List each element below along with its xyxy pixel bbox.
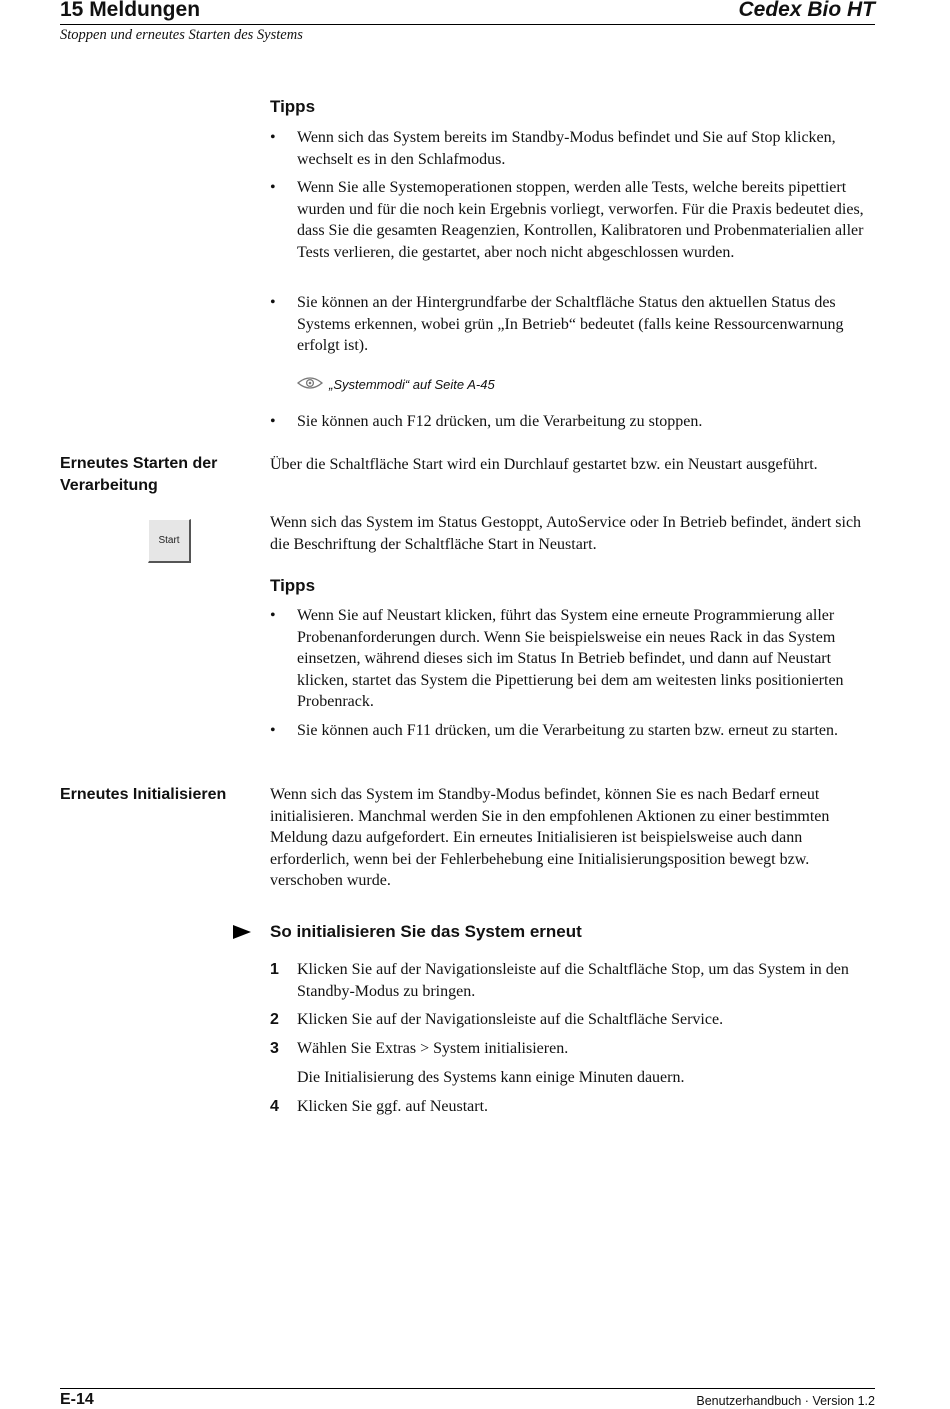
bullet-text: Wenn sich das System bereits im Standby-Modus befindet und Sie auf Stop klicken, wechselt es in den Schlafmodus. xyxy=(297,129,836,168)
bullet-text: Sie können auch F11 drücken, um die Verarbeitung zu starten bzw. erneut zu starten. xyxy=(297,722,839,739)
bullet-marker: • xyxy=(270,722,276,739)
procedure-step-note xyxy=(270,1067,880,1089)
init-paragraph: Wenn sich das System im Standby-Modus befindet, können Sie es nach Bedarf erneut initialisieren. Manchmal werden Sie in den empfohlenen Aktionen zu einer bestimmten Meldung dazu aufgefordert. Ein erneutes Initialisieren ist beispielsweise auch dann erforderlich, wenn bei der Fehlerbehebung eine Initialisierungsposition bewegt bzw. verschoben wurde. xyxy=(270,786,830,890)
bullet-text: Wenn Sie alle Systemoperationen stoppen, werden alle Tests, welche bereits pipettiert wurden und für die noch kein Ergebnis vorliegt, verworfen. Für die Praxis bedeutet dies, dass Sie die gesamten Reagenzien, Kontrollen, Kalibratoren und Probenmaterialien aller Tests verlieren, die gestartet, aber noch nicht abgeschlossen wurden. xyxy=(297,179,864,261)
bullet-marker: • xyxy=(270,294,276,311)
step-text: Klicken Sie auf der Navigationsleiste auf die Schaltfläche Stop, um das System in den Standby-Modus zu bringen. xyxy=(297,961,849,1000)
list-item xyxy=(270,720,880,742)
procedure-arrow-icon xyxy=(233,925,251,944)
bullet-marker: • xyxy=(270,129,276,146)
step-number: 1 xyxy=(270,961,279,978)
side-heading-init: Erneutes Initialisieren xyxy=(60,786,227,803)
bullet-marker: • xyxy=(270,413,276,430)
procedure-step xyxy=(270,959,880,1002)
bullet-marker: • xyxy=(270,179,276,196)
list-item xyxy=(270,292,880,357)
bullet-text: Sie können an der Hintergrundfarbe der Schaltfläche Status den aktuellen Status des Systems erkennen, wobei grün „In Betrieb“ bedeutet (falls keine Ressourcenwarnung erfolgt ist). xyxy=(297,294,844,355)
procedure-step xyxy=(270,1038,880,1060)
side-heading-restart: Erneutes Starten der Verarbeitung xyxy=(60,455,218,494)
cross-reference[interactable] xyxy=(297,376,495,393)
bullet-text: Sie können auch F12 drücken, um die Verarbeitung zu stoppen. xyxy=(297,413,703,430)
procedure-heading: So initialisieren Sie das System erneut xyxy=(270,922,582,941)
manual-version: Benutzerhandbuch · Version 1.2 xyxy=(696,1394,875,1408)
start-button-illustration: Start xyxy=(148,519,191,563)
step-text: Die Initialisierung des Systems kann einige Minuten dauern. xyxy=(297,1069,685,1086)
page-number: E-14 xyxy=(60,1391,94,1408)
product-name: Cedex Bio HT xyxy=(738,0,875,21)
list-item xyxy=(270,127,880,170)
step-text: Klicken Sie ggf. auf Neustart. xyxy=(297,1098,489,1115)
header-divider xyxy=(60,24,875,25)
bullet-text: Wenn Sie auf Neustart klicken, führt das System eine erneute Programmierung aller Probenanforderungen durch. Wenn Sie beispielsweise ein neues Rack in das System einsetzen, während dieses sich im Status In Betrieb befindet, und dann auf Neustart klicken, startet das System die Pipettierung bei dem am weitesten links positionierten Probenrack. xyxy=(297,607,844,711)
step-text: Wählen Sie Extras > System initialisieren. xyxy=(297,1040,569,1057)
step-number: 4 xyxy=(270,1098,279,1115)
footer-divider xyxy=(60,1388,875,1389)
procedure-step xyxy=(270,1096,880,1118)
eye-icon xyxy=(297,376,323,393)
list-item xyxy=(270,605,880,713)
tips-heading: Tipps xyxy=(270,576,316,595)
step-number xyxy=(270,1067,297,1089)
cross-reference-text[interactable]: „Systemmodi“ auf Seite A-45 xyxy=(329,377,495,392)
step-number: 2 xyxy=(270,1011,279,1028)
step-text: Klicken Sie auf der Navigationsleiste auf die Schaltfläche Service. xyxy=(297,1011,724,1028)
bullet-marker: • xyxy=(270,607,276,624)
tips-heading: Tipps xyxy=(270,97,316,116)
restart-label-paragraph: Wenn sich das System im Status Gestoppt, AutoService oder In Betrieb befindet, ändert sich die Beschriftung der Schaltfläche Start in Neustart. xyxy=(270,514,862,553)
list-item xyxy=(270,177,880,263)
chapter-title: 15 Meldungen xyxy=(60,0,201,21)
list-item xyxy=(270,411,880,433)
restart-paragraph: Über die Schaltfläche Start wird ein Durchlauf gestartet bzw. ein Neustart ausgeführt. xyxy=(270,456,818,473)
procedure-step xyxy=(270,1009,880,1031)
step-number: 3 xyxy=(270,1040,279,1057)
section-subtitle: Stoppen und erneutes Starten des Systems xyxy=(60,27,303,43)
